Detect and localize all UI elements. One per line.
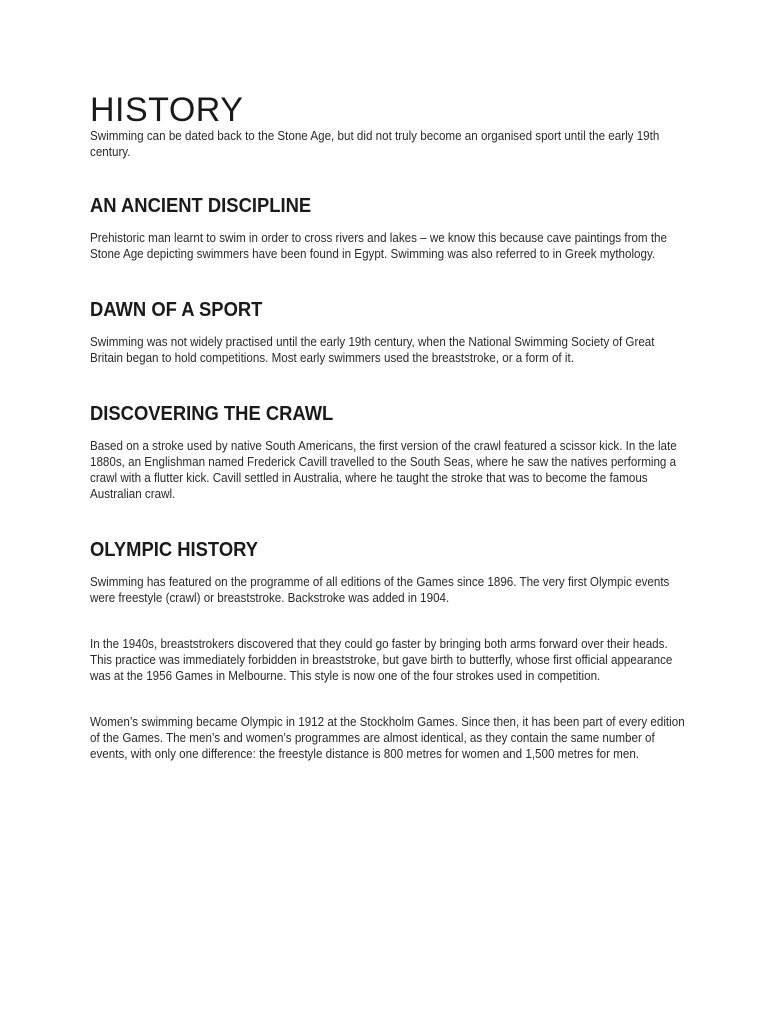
document-page (90, 92, 690, 762)
section-paragraph-olympic-history-2: In the 1940s, breaststrokers discovered that they could go faster by bringing both arms forward over their heads. This practice was immediately forbidden in breaststroke, but gave birth to butterfly, whose first official appearance was at the 1956 Games in Melbourne. This style is now one of the four strokes used in competition. (90, 637, 673, 683)
intro-paragraph: Swimming can be dated back to the Stone Age, but did not truly become an organised sport until the early 19th century. (90, 129, 660, 159)
section-paragraph-olympic-history-1: Swimming has featured on the programme of all editions of the Games since 1896. The very first Olympic events were freestyle (crawl) or breaststroke. Backstroke was added in 1904. (90, 575, 670, 605)
section-paragraph-ancient-discipline: Prehistoric man learnt to swim in order to cross rivers and lakes – we know this because cave paintings from the Stone Age depicting swimmers have been found in Egypt. Swimming was also referred to in Greek mythology. (90, 231, 667, 261)
section-paragraph-discovering-the-crawl: Based on a stroke used by native South Americans, the first version of the crawl featured a scissor kick. In the late 1880s, an Englishman named Frederick Cavill travelled to the South Seas, where he saw the natives performing a crawl with a flutter kick. Cavill settled in Australia, where he taught the stroke that was to become the famous Australian crawl. (90, 439, 677, 501)
document-title: HISTORY (90, 91, 244, 129)
section-paragraph-olympic-history-3: Women’s swimming became Olympic in 1912 at the Stockholm Games. Since then, it has been part of every edition of the Games. The men’s and women’s programmes are almost identical, as they contain the same number of events, with only one difference: the freestyle distance is 800 metres for women and 1,500 metres for men. (90, 715, 685, 761)
section-heading-olympic-history: OLYMPIC HISTORY (90, 539, 259, 561)
section-heading-dawn-of-a-sport: DAWN OF A SPORT (90, 299, 263, 321)
section-heading-ancient-discipline: AN ANCIENT DISCIPLINE (90, 195, 312, 217)
section-paragraph-dawn-of-a-sport: Swimming was not widely practised until the early 19th century, when the National Swimming Society of Great Britain began to hold competitions. Most early swimmers used the breaststroke, or a form of it. (90, 335, 655, 365)
section-heading-discovering-the-crawl: DISCOVERING THE CRAWL (90, 403, 334, 425)
